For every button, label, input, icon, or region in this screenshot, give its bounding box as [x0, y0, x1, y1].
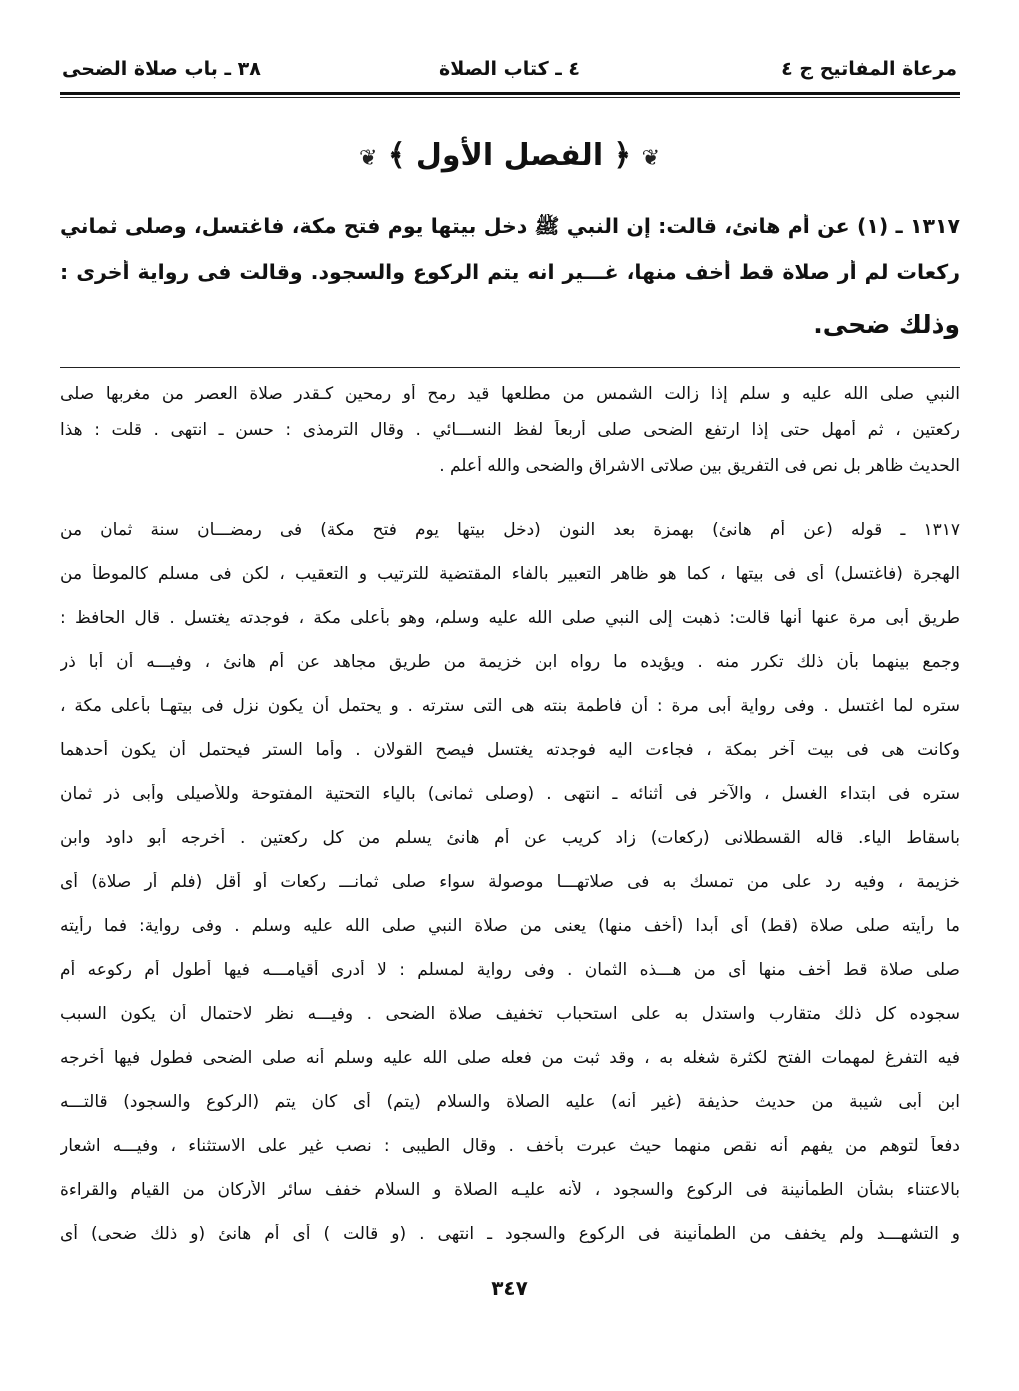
- commentary-line: وكانت هى فى بيت آخر بمكة ، فجاءت اليه فوجدته يغتسل فيصح القولان . وأما الستر فيحتمل أن يكون أحدهما: [60, 740, 960, 760]
- section-title: [0, 138, 1019, 188]
- hadith-line: ١٣١٧ ـ (١) عن أم هانئ، قالت: إن النبي ﷺ دخل بيتها يوم فتح مكة، فاغتسل، وصلى ثماني: [60, 214, 960, 238]
- page-number: ٣٤٧: [491, 1276, 528, 1300]
- right-ornament-icon: ❦: [358, 146, 378, 171]
- header-section: ٣٨ ـ باب صلاة الضحى: [62, 58, 261, 80]
- left-ornament-icon: ❦: [641, 146, 661, 171]
- footnote-separator: [60, 367, 960, 368]
- commentary-line: الهجرة (فاغتسل) أى فى بيتها ، كما هو ظاهر التعبير بالفاء المقتضية للترتيب و التعقيب ، لكن فى مسلم كالموطأ من: [60, 564, 960, 584]
- commentary-line: باسقاط الياء. قاله القسطلانى (ركعات) زاد كريب عن أم هانئ يسلم من كل ركعتين . أخرجه أبو داود وابن: [60, 828, 960, 848]
- hadith-text: [60, 200, 960, 360]
- header-rule-thick: [60, 92, 960, 95]
- header-chapter: ٤ ـ كتاب الصلاة: [439, 58, 580, 80]
- footnote-line: الحديث ظاهر بل نص فى التفريق بين صلاتى الاشراق والضحى والله أعلم .: [439, 456, 960, 476]
- commentary-line: سجوده كل ذلك متقارب واستدل به على استحباب تخفيف صلاة الضحى . وفيـــه نظر لاحتمال أن يكون السبب: [60, 1004, 960, 1024]
- commentary-line: صلى صلاة قط أخف منها أى من هـــذه الثمان . وفى رواية لمسلم : لا أدرى أقيامـــه فيها أطول أم ركوعه أم: [60, 960, 960, 980]
- footnote-line: ركعتين ، ثم أمهل حتى إذا ارتفع الضحى صلى أربعاً لفظ النســـائي . وقال الترمذى : حسن ـ انتهى . قلت : هذا: [60, 420, 960, 440]
- commentary-line: خزيمة ، وفيه رد على من تمسك به فى صلاتهـــا موصولة سواء صلى ثمانـــ ركعات أو أقل (فلم أر صلاة) أى: [60, 872, 960, 892]
- commentary-line: و التشهـــد ولم يخفف من الطمأنينة فى الركوع والسجود ـ انتهى . (و قالت ) أى أم هانئ (و ذلك ضحى) أى: [60, 1224, 960, 1244]
- commentary-line: فيه التفرغ لمهمات الفتح لكثرة شغله به ، وقد ثبت من فعله صلى الله عليه وسلم أنه صلى الضحى فطول فيها أخرجه: [60, 1048, 960, 1068]
- header-rule-thin: [60, 97, 960, 98]
- commentary-line: طريق أبى مرة عنها أنها قالت: ذهبت إلى النبي صلى الله عليه وسلم، وهو بأعلى مكة ، فوجدته يغتسل . قال الحافظ :: [60, 608, 960, 628]
- header-book-title: مرعاة المفاتيح ج ٤: [781, 58, 957, 80]
- hadith-line: ركعات لم أر صلاة قط أخف منها، غـــير انه يتم الركوع والسجود. وقالت فى رواية أخرى :: [60, 260, 960, 284]
- commentary-line: ستره لما اغتسل . وفى رواية أبى مرة : أن فاطمة بنته هى التى سترته . و يحتمل أن يكون نزل فى بيتهـا بأعلى مكة ،: [60, 696, 960, 716]
- commentary-line: ابن أبى شيبة من حديث حذيفة (غير أنه) عليه الصلاة والسلام (يتم) أى كان يتم (الركوع والسجود) قالتـــه: [60, 1092, 960, 1112]
- commentary-line: بالاعتناء بشأن الطمأنينة فى الركوع والسجود ، لأنه عليـه الصلاة و السلام خفف سائر الأركان من القيام والقراءة: [60, 1180, 960, 1200]
- commentary-line: ستره فى ابتداء الغسل ، والآخر فى أثنائه ـ انتهى . (وصلى ثمانى) بالياء التحتية المفتوحة وللأصيلى وأبى ذر ثمان: [60, 784, 960, 804]
- commentary-line: وجمع بينهما بأن ذلك تكرر منه . ويؤيده ما رواه ابن خزيمة من طريق مجاهد عن أم هانئ ، وفيـــه أن أبا ذر: [60, 652, 960, 672]
- section-title-text: ﴿ الفصل الأول ﴾: [387, 138, 632, 173]
- footnote-block: [60, 380, 960, 495]
- commentary-line: ١٣١٧ ـ قوله (عن أم هانئ) بهمزة بعد النون (دخل بيتها يوم فتح مكة) فى رمضـــان سنة ثمان من: [60, 520, 960, 540]
- commentary-line: ما رأيته صلى صلاة (قط) أى أبدا (أخف منها) يعنى من صلاة النبي صلى الله عليه وسلم . وفى رواية: فما رأيته: [60, 916, 960, 936]
- hadith-line: وذلك ضحى.: [813, 310, 960, 339]
- running-header: [62, 52, 957, 92]
- commentary-block: [60, 512, 960, 1267]
- commentary-line: دفعاً لتوهم من يفهم أنه نقص منهما حيث عبرت بأخف . وقال الطيبى : نصب غير على الاستثناء ، وفيـــه اشعار: [60, 1136, 960, 1156]
- footnote-line: النبي صلى الله عليه و سلم إذا زالت الشمس من مطلعها قيد رمح أو رمحين كـقدر صلاة العصر من مغربها صلى: [60, 384, 960, 404]
